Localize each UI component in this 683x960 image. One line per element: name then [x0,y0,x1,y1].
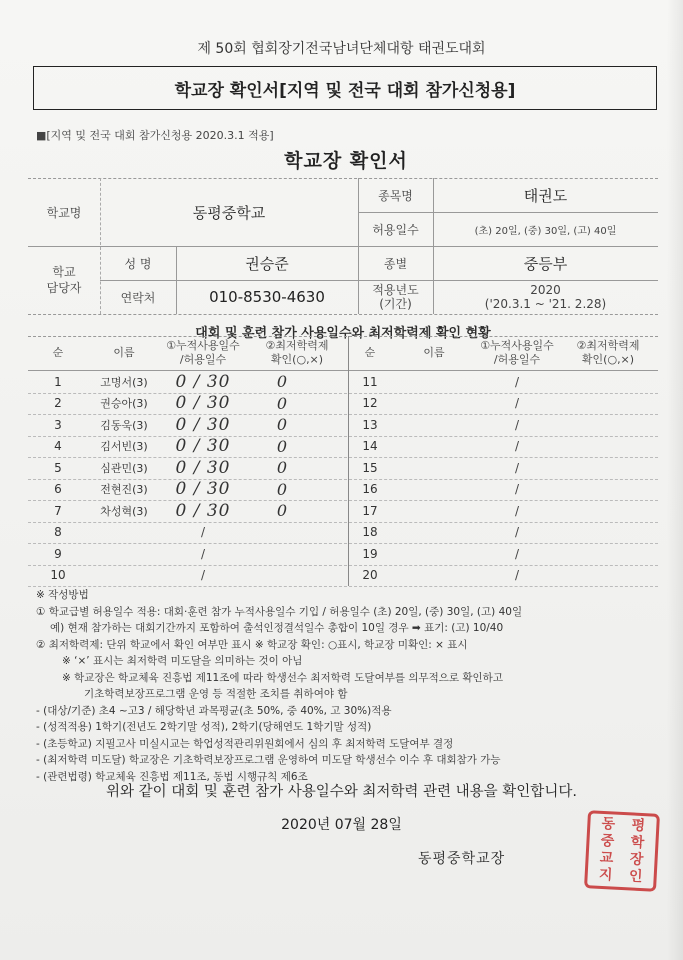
row-number: 20 [362,568,378,583]
header-name-left: 이름 [113,346,135,359]
note-item: 기초학력보장프로그램 운영 등 적절한 조치를 취하여야 함 [84,688,348,700]
days-used: 0 / 30 [175,371,231,392]
academic-check [246,543,318,565]
academic-check: 0 [276,501,288,521]
academic-check: 0 [276,372,288,392]
days-used: / [514,396,520,411]
seal-char: 중 [600,832,615,850]
row-number: 7 [54,503,62,518]
student-name [88,543,160,565]
form-note: ■[지역 및 전국 대회 참가신청용 2020.3.1 적용] [36,129,274,142]
header-days-right: ①누적사용일수 /허용일수 [480,339,554,366]
days-used: 0 / 30 [175,393,231,414]
days-used: / [514,482,520,497]
days-used: / [200,568,206,583]
row-number: 3 [54,417,62,432]
row-number: 16 [362,482,378,497]
row-number: 8 [54,525,62,540]
header-days-left: ①누적사용일수 /허용일수 [166,339,240,366]
row-number: 5 [54,460,62,475]
days-used: 0 / 30 [175,457,231,478]
academic-check: 0 [276,436,288,456]
seal-char: 평 [631,817,646,835]
manager-label: 학교 담당자 [46,265,82,295]
days-used: / [514,417,520,432]
days-used: / [514,525,520,540]
row-number: 14 [362,439,378,454]
instructions [36,587,666,785]
year-label: 적용년도 (기간) [372,283,419,311]
row-number: 19 [362,546,378,561]
days-used: / [200,525,206,540]
days-used: / [514,503,520,518]
note-item: ※ 학교장은 학교체육 진흥법 제11조에 따라 학생선수 최저학력 도달여부를 의무적으로 확인하고 [62,671,503,684]
division-label: 종별 [383,256,408,271]
seal-char: 장 [629,851,644,869]
academic-check: 0 [276,479,288,499]
days-used: / [514,568,520,583]
days-used: / [200,546,206,561]
event-title: 제 50회 협회장기전국남녀단체대항 태권도대회 [197,41,486,57]
academic-check [246,565,318,587]
seal-char: 인 [628,868,643,886]
note-item: - (대상/기준) 초4 ~고3 / 해당학년 과목평균(초 50%, 중 40%, 고 30%)적용 [36,704,392,717]
contact-label: 연락처 [120,290,156,305]
days-used: / [514,546,520,561]
academic-check: 0 [276,458,288,478]
days-used: 0 / 30 [175,500,231,521]
academic-check: 0 [276,393,288,413]
division-value: 중등부 [523,254,568,273]
year-value: 2020 [530,283,561,297]
seal-char: 지 [598,866,613,884]
year-cell [433,280,658,314]
note-item: 예) 현재 참가하는 대회기간까지 포함하여 출석인정결석일수 총합이 10일 경우 ➡ 표기: (고) 10/40 [50,622,504,634]
days-used: / [514,460,520,475]
note-item: ※ ‘×’ 표시는 최저학력 미도달을 의미하는 것이 아님 [62,655,303,667]
school-label: 학교명 [46,205,82,220]
days-used: / [514,374,520,389]
row-number: 4 [54,439,62,454]
row-number: 11 [362,374,378,389]
school-info-table [28,178,658,314]
name-label: 성 명 [124,256,152,271]
note-item: - (성적적용) 1학기(전년도 2학기말 성적), 2학기(당해연도 1학기말 성적) [36,721,372,733]
student-name: 차성혁(3) [100,504,148,518]
days-label: 허용일수 [372,222,419,237]
event-label: 종목명 [378,188,413,203]
header-no-left: 순 [52,346,64,359]
contact-value: 010-8530-4630 [209,288,325,306]
days-value: (초) 20일, (중) 30일, (고) 40일 [474,225,617,237]
row-number: 17 [362,503,378,518]
school-value: 동평중학교 [192,203,266,222]
header-check-left: ②최저학력제 확인(○,×) [265,339,329,366]
note-item: ② 최저학력제: 단위 학교에서 확인 여부만 표시 ※ 학교장 확인: ○표시, 학교장 미확인: × 표시 [36,638,468,651]
row-number: 1 [54,374,62,389]
note-heading: ※ 작성방법 [36,589,89,601]
section-title: 대회 및 훈련 참가 사용일수와 최저학력제 확인 현황 [195,326,491,341]
row-number: 9 [54,546,62,561]
document-date: 2020년 07월 28일 [281,817,402,833]
note-item: - (초등학교) 지필고사 미실시교는 학업성적관리위원회에서 심의 후 최저학력 도달여부 결정 [36,737,454,750]
days-used: 0 / 30 [175,479,231,500]
seal-char: 교 [599,849,614,867]
row-number: 6 [54,482,62,497]
row-number: 13 [362,417,378,432]
header-name-right: 이름 [423,346,445,359]
page-shadow [667,0,683,960]
roster-table [28,336,658,586]
row-number: 18 [362,525,378,540]
days-used: / [514,439,520,454]
student-name [88,522,160,544]
header-check-right: ②최저학력제 확인(○,×) [576,339,640,366]
note-item: - (최저학력 미도달) 학교장은 기초학력보장프로그램 운영하여 미도달 학생선수 이수 후 대회참가 가능 [36,754,501,766]
row-number: 10 [50,568,66,583]
official-seal [584,810,660,892]
student-name: 고명서(3) [100,375,148,389]
row-number: 15 [362,460,378,475]
student-name: 전현진(3) [100,483,148,497]
event-value: 태권도 [523,186,568,205]
document-title: 학교장 확인서 [284,150,408,172]
days-used: 0 / 30 [175,436,231,457]
name-value: 권승준 [245,254,289,273]
principal-title: 동평중학교장 [418,851,506,867]
seal-char: 동 [601,815,616,833]
row-number: 12 [362,396,378,411]
days-used: 0 / 30 [175,414,231,435]
note-item: ① 학교급별 허용일수 적용: 대회·훈련 참가 누적사용일수 기입 / 허용일수 (초) 20일, (중) 30일, (고) 40일 [36,605,523,618]
seal-char: 학 [630,834,645,852]
student-name: 김서빈(3) [100,440,148,454]
form-title: 학교장 확인서[지역 및 전국 대회 참가신청용] [33,66,657,110]
student-name: 심관민(3) [100,461,148,475]
student-name: 김동욱(3) [100,418,148,432]
note-item: - (관련법령) 학교체육 진흥법 제11조, 동법 시행규칙 제6조 [36,770,308,783]
student-name: 권승아(3) [100,397,148,411]
period-value: ('20.3.1 ~ '21. 2.28) [484,297,607,311]
student-name [88,565,160,587]
row-number: 2 [54,396,62,411]
confirmation-text: 위와 같이 대회 및 훈련 참가 사용일수와 최저학력 관련 내용을 확인합니다. [106,784,577,800]
academic-check [246,522,318,544]
header-no-right: 순 [364,346,376,359]
academic-check: 0 [276,415,288,435]
